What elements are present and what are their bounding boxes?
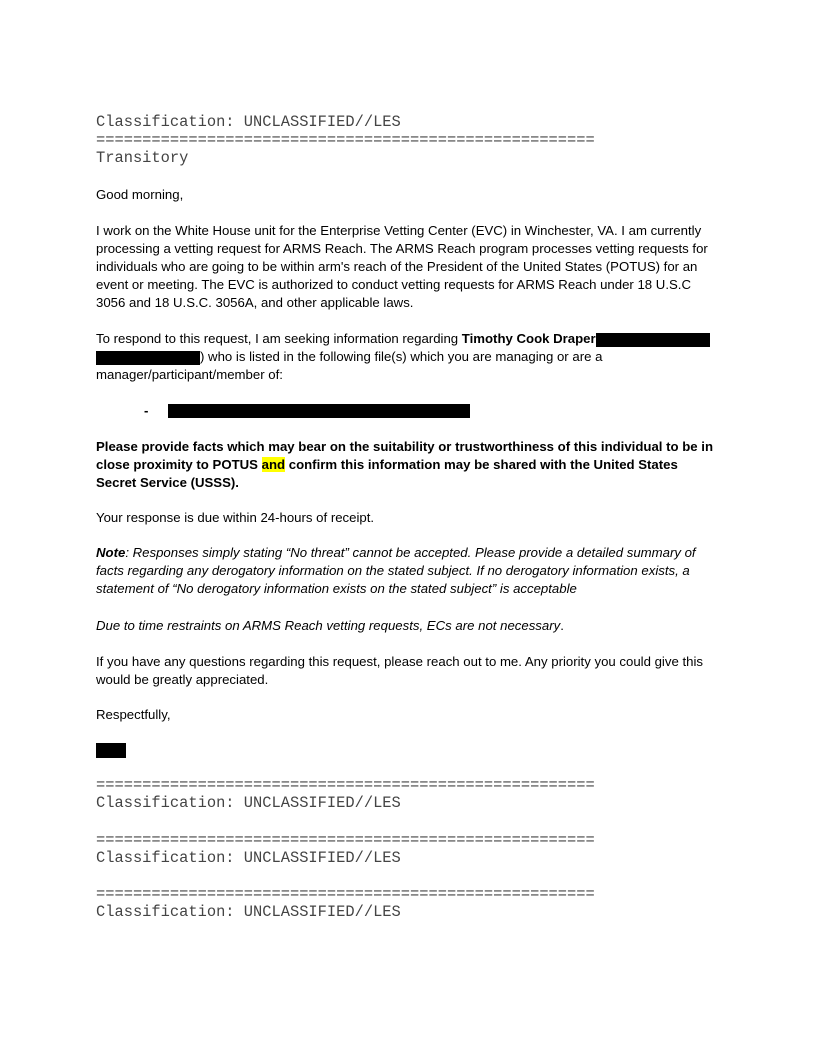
redaction-block bbox=[596, 333, 710, 347]
separator-rule: ====================================================== bbox=[96, 885, 595, 903]
questions-paragraph: If you have any questions regarding this request, please reach out to me. Any priority you could give this would be greatly appreciated. bbox=[96, 654, 703, 687]
classification-footer: Classification: UNCLASSIFIED//LES bbox=[96, 849, 401, 867]
separator-rule: ====================================================== bbox=[96, 776, 595, 794]
separator-rule: ====================================================== bbox=[96, 831, 595, 849]
redacted-file-name bbox=[168, 404, 470, 418]
time-note-end: . bbox=[560, 618, 564, 633]
request-paragraph bbox=[96, 330, 720, 384]
intro-paragraph: I work on the White House unit for the Enterprise Vetting Center (EVC) in Winchester, VA. I am currently processing a vetting request for ARMS Reach. The ARMS Reach program processes vetting requests for individuals who are going to be within arm's reach of the President of the United States (POTUS) for an event or meeting. The EVC is authorized to conduct vetting requests for ARMS Reach under 18 U.S.C 3056 and 18 U.S.C. 3056A, and other applicable laws. bbox=[96, 223, 708, 310]
signoff: Respectfully, bbox=[96, 707, 171, 722]
classification-footer: Classification: UNCLASSIFIED//LES bbox=[96, 903, 401, 921]
note-text: : Responses simply stating “No threat” cannot be accepted. Please provide a detailed summary of facts regarding any derogatory information on the stated subject. If no derogatory information exists, a statement of “No derogatory information exists on the stated subject” is acceptable bbox=[96, 545, 696, 596]
request-prefix: To respond to this request, I am seeking information regarding bbox=[96, 331, 462, 346]
ask-part1: Please provide facts which may bear on the suitability or trustworthiness of this individual to be in close proximity to POTUS bbox=[96, 439, 713, 472]
separator-rule: ====================================================== bbox=[96, 131, 595, 149]
request-suffix: ) who is listed in the following file(s) which you are managing or are a manager/participant/member of: bbox=[96, 349, 603, 382]
ask-part2: confirm this information may be shared with the United States Secret Service (USSS). bbox=[96, 457, 678, 490]
highlighted-word: and bbox=[261, 457, 286, 472]
time-note-text: Due to time restraints on ARMS Reach vetting requests, ECs are not necessary bbox=[96, 618, 561, 633]
greeting: Good morning, bbox=[96, 187, 184, 202]
request-ask-paragraph bbox=[96, 438, 720, 492]
classification-footer: Classification: UNCLASSIFIED//LES bbox=[96, 794, 401, 812]
note-label: Note bbox=[96, 545, 126, 560]
redacted-signature bbox=[96, 743, 126, 758]
note-paragraph bbox=[96, 544, 720, 598]
bullet-marker: - bbox=[144, 403, 149, 418]
redaction-block bbox=[96, 351, 200, 365]
time-restraint-note bbox=[96, 617, 720, 635]
due-notice: Your response is due within 24-hours of receipt. bbox=[96, 510, 375, 525]
subject-name: Timothy Cook Draper bbox=[461, 331, 596, 346]
transitory-label: Transitory bbox=[96, 149, 189, 167]
classification-header: Classification: UNCLASSIFIED//LES bbox=[96, 113, 401, 131]
